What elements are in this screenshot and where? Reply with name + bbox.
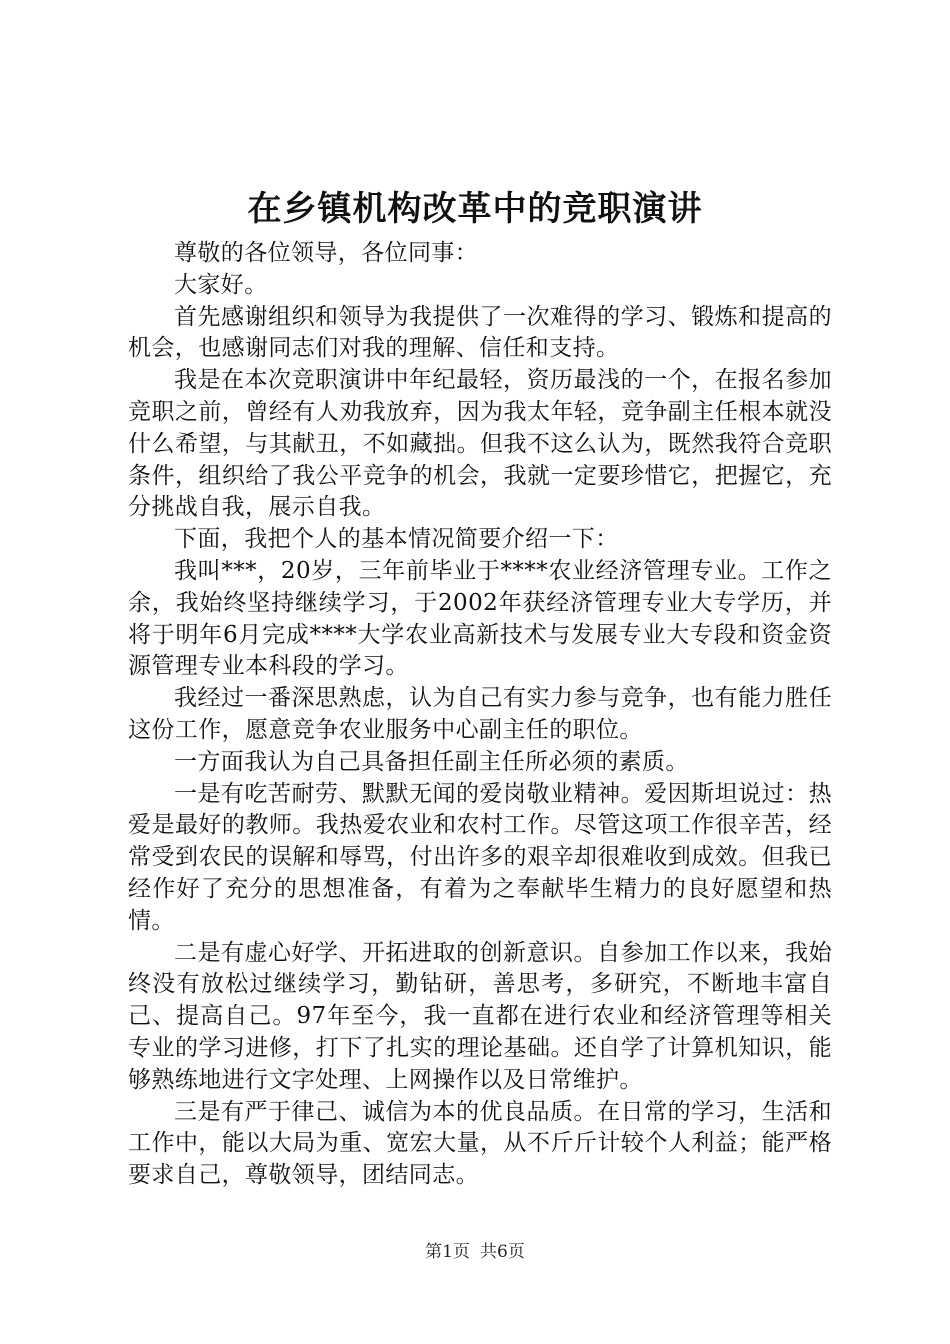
paragraph-greeting: 尊敬的各位领导，各位同事： [174, 240, 479, 266]
paragraph-hello: 大家好。 [174, 271, 268, 298]
paragraph-motivation: 我是在本次竞职演讲中年纪最轻，资历最浅的一个，在报名参加竞职之前，曾经有人劝我放弃，因为我太年轻，竞争副主任根本就没什么希望，与其献丑，不如藏拙。但我不这么认为，既然我符合竞职条件，组织给了我公平竞争的机会，我就一定要珍惜它，把握它，充分挑战自我，展示自我。 [128, 367, 832, 521]
page-total: 共6页 [480, 1242, 525, 1262]
document-title: 在乡镇机构改革中的竞职演讲 [247, 189, 703, 229]
paragraph-background: 我叫***，20岁，三年前毕业于****农业经济管理专业。工作之余，我始终坚持继续学习，于2002年获经济管理专业大专学历，并将于明年6月完成****大学农业高新技术与发展专业大专段和资金资源管理专业本科段的学习。 [128, 557, 832, 680]
paragraph-quality-two: 二是有虚心好学、开拓进取的创新意识。自参加工作以来，我始终没有放松过继续学习，勤钻研，善思考，多研究，不断地丰富自己、提高自己。97年至今，我一直都在进行农业和经济管理等相关专业的学习进修，打下了扎实的理论基础。还自学了计算机知识，能够熟练地进行文字处理、上网操作以及日常维护。 [128, 939, 832, 1093]
paragraph-quality-one: 一是有吃苦耐劳、默默无闻的爱岗敬业精神。爱因斯坦说过：热爱是最好的教师。我热爱农业和农村工作。尽管这项工作很辛苦，经常受到农民的误解和辱骂，付出许多的艰辛却很难收到成效。但我已经作好了充分的思想准备，有着为之奉献毕生精力的良好愿望和热情。 [128, 780, 832, 934]
page-footer [0, 1240, 950, 1264]
paragraph-thanks: 首先感谢组织和领导为我提供了一次难得的学习、锻炼和提高的机会，也感谢同志们对我的理解、信任和支持。 [128, 303, 832, 362]
page-number: 第1页 [425, 1242, 470, 1262]
paragraph-intro-lead: 下面，我把个人的基本情况简要介绍一下： [174, 526, 619, 553]
paragraph-qualities-lead: 一方面我认为自己具备担任副主任所必须的素质。 [174, 748, 689, 775]
document-body [128, 238, 832, 1192]
paragraph-quality-three: 三是有严于律己、诚信为本的优良品质。在日常的学习，生活和工作中，能以大局为重、宽宏大量，从不斤斤计较个人利益；能严格要求自己，尊敬领导，团结同志。 [128, 1098, 832, 1189]
paragraph-decision: 我经过一番深思熟虑，认为自己有实力参与竞争，也有能力胜任这份工作，愿意竞争农业服务中心副主任的职位。 [128, 685, 832, 743]
